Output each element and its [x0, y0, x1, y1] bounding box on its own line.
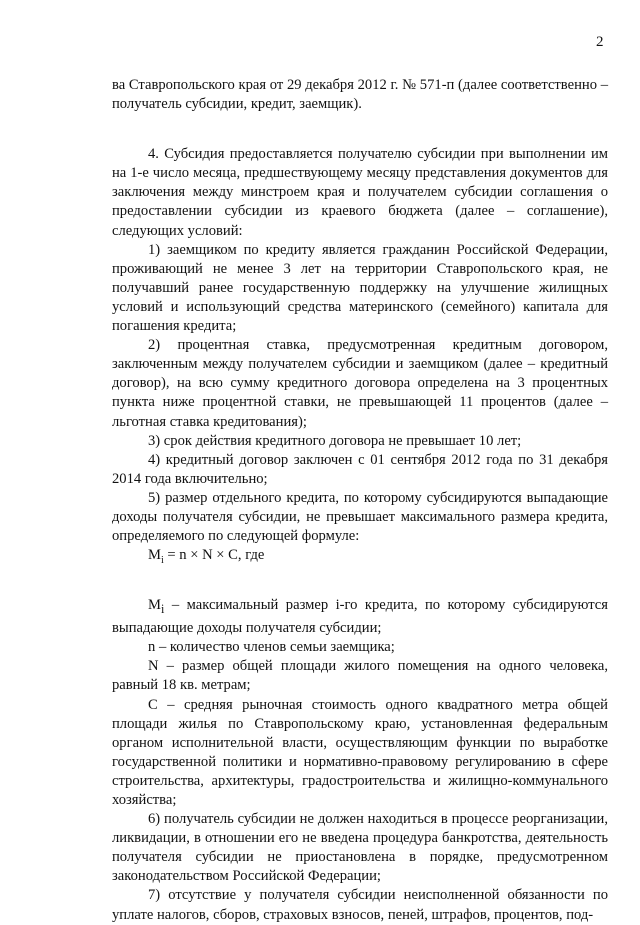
condition-6: 6) получатель субсидии не должен находиться в процессе реорганизации, ликвидации, в отношении его не введена процедура банкротства, деятельность получателя субсидии не приостановлена в порядке, предусмотренном законодательством Российской Федерации; [112, 811, 608, 885]
condition-3: 3) срок действия кредитного договора не превышает 10 лет; [148, 432, 522, 449]
condition-2: 2) процентная ставка, предусмотренная кредитным договором, заключенным между получателем субсидии и заемщиком (далее – кредитный договор), на всю сумму кредитного договора определена на 3 процентных пункта ниже процентной ставки, не превышающей 11 процентов (далее – льготная ставка кредитования); [112, 337, 608, 430]
condition-7: 7) отсутствие у получателя субсидии неисполненной обязанности по уплате налогов, сборов, страховых взносов, пеней, штрафов, процентов, под- [112, 887, 608, 923]
condition-5: 5) размер отдельного кредита, по которому субсидируются выпадающие доходы получателя субсидии, не превышает максимального размера кредита, определяемого по следующей формуле: [112, 489, 608, 545]
definition-N: N – размер общей площади жилого помещения на одного человека, равный 18 кв. метрам; [112, 658, 608, 694]
formula-lhs: M [148, 547, 161, 564]
max-credit-formula [112, 546, 608, 570]
definition-mi-subscript: i [160, 602, 165, 617]
formula-lhs-subscript: i [160, 555, 164, 567]
document-body [112, 76, 608, 925]
clause-4-intro: 4. Субсидия предоставляется получателю субсидии при выполнении им на 1-е число месяца, предшествующему месяцу представления документов для заключения между минстроем края и получателем субсидии соглашения о предоставлении субсидии из краевого бюджета (далее – соглашение), следующих условий: [112, 146, 608, 239]
definition-C: C – средняя рыночная стоимость одного квадратного метра общей площади жилья по Ставропольскому краю, установленная федеральным органом исполнительной власти, осуществляющим функции по выработке государственной политики и нормативно-правовому регулированию в сфере строительства, архитектуры, градостроительства и жилищно-коммунального хозяйства; [112, 696, 608, 808]
definition-mi [112, 596, 608, 638]
definition-n: n – количество членов семьи заемщика; [148, 639, 395, 656]
continuation-paragraph: ва Ставропольского края от 29 декабря 2012 г. № 571-п (далее соответственно – получатель субсидии, кредит, заемщик). [112, 77, 608, 113]
definition-mi-text: – максимальный размер i-го кредита, по которому субсидируются выпадающие доходы получателя субсидии; [112, 597, 608, 637]
definition-mi-symbol: M [148, 597, 161, 614]
page-number: 2 [596, 34, 604, 50]
condition-1: 1) заемщиком по кредиту является гражданин Российской Федерации, проживающий не менее 3 лет на территории Ставропольского края, не получавший ранее государственную поддержку на улучшение жилищных условий и использующий средства материнского (семейного) капитала для погашения кредита; [112, 241, 608, 335]
condition-4: 4) кредитный договор заключен с 01 сентября 2012 года по 31 декабря 2014 года включительно; [112, 451, 608, 487]
formula-rhs: = n × N × C, где [163, 547, 265, 564]
